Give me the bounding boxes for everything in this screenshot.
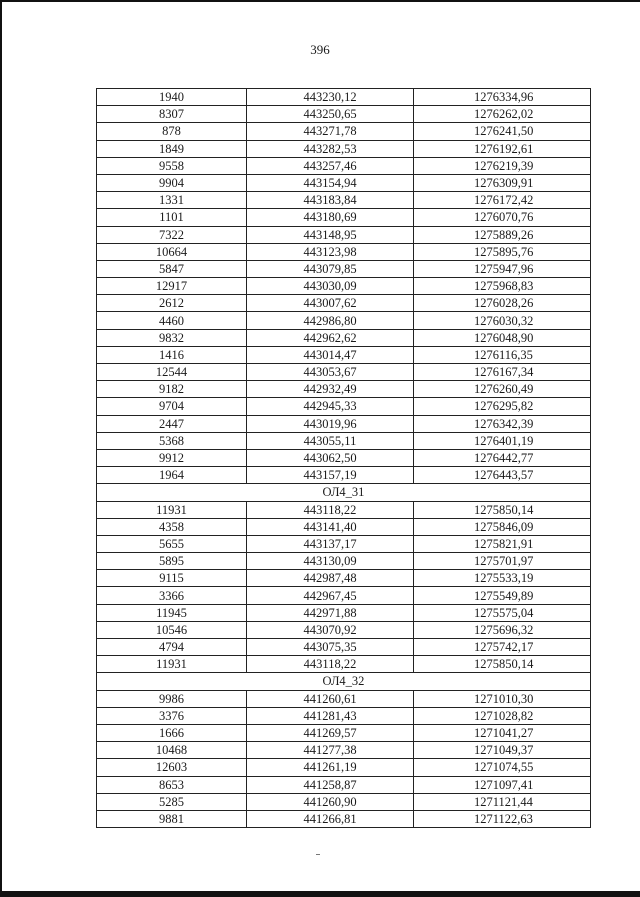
- x-coordinate-cell: 443271,78: [247, 123, 414, 140]
- x-coordinate-cell: 443062,50: [247, 449, 414, 466]
- table-row: [97, 467, 591, 484]
- point-number-cell: 9558: [97, 157, 247, 174]
- y-coordinate-cell: 1276401,19: [414, 432, 591, 449]
- y-coordinate-cell: 1271041,27: [414, 724, 591, 741]
- x-coordinate-cell: 443180,69: [247, 209, 414, 226]
- y-coordinate-cell: 1271049,37: [414, 742, 591, 759]
- point-number-cell: 1849: [97, 140, 247, 157]
- point-number-cell: 1416: [97, 346, 247, 363]
- x-coordinate-cell: 443118,22: [247, 656, 414, 673]
- point-number-cell: 878: [97, 123, 247, 140]
- x-coordinate-cell: 443137,17: [247, 535, 414, 552]
- table-row: [97, 381, 591, 398]
- point-number-cell: 1940: [97, 89, 247, 106]
- point-number-cell: 3366: [97, 587, 247, 604]
- point-number-cell: 11945: [97, 604, 247, 621]
- table-row: [97, 776, 591, 793]
- x-coordinate-cell: 443007,62: [247, 295, 414, 312]
- table-row: [97, 639, 591, 656]
- point-number-cell: 11931: [97, 656, 247, 673]
- x-coordinate-cell: 441269,57: [247, 724, 414, 741]
- x-coordinate-cell: 443070,92: [247, 621, 414, 638]
- y-coordinate-cell: 1275821,91: [414, 535, 591, 552]
- table-row: [97, 656, 591, 673]
- y-coordinate-cell: 1276172,42: [414, 192, 591, 209]
- y-coordinate-cell: 1271097,41: [414, 776, 591, 793]
- x-coordinate-cell: 443183,84: [247, 192, 414, 209]
- table-row: [97, 260, 591, 277]
- y-coordinate-cell: 1275889,26: [414, 226, 591, 243]
- y-coordinate-cell: 1276342,39: [414, 415, 591, 432]
- table-row: [97, 226, 591, 243]
- y-coordinate-cell: 1276442,77: [414, 449, 591, 466]
- table-row: [97, 707, 591, 724]
- y-coordinate-cell: 1275850,14: [414, 656, 591, 673]
- x-coordinate-cell: 443079,85: [247, 260, 414, 277]
- section-label: ОЛ4_31: [97, 484, 591, 501]
- coordinates-table: [96, 88, 591, 828]
- point-number-cell: 5895: [97, 553, 247, 570]
- point-number-cell: 1964: [97, 467, 247, 484]
- y-coordinate-cell: 1276192,61: [414, 140, 591, 157]
- table-row: [97, 192, 591, 209]
- y-coordinate-cell: 1271122,63: [414, 810, 591, 827]
- table-row: [97, 621, 591, 638]
- table-row: [97, 278, 591, 295]
- x-coordinate-cell: 443030,09: [247, 278, 414, 295]
- table-row: [97, 312, 591, 329]
- point-number-cell: 10468: [97, 742, 247, 759]
- section-label: ОЛ4_32: [97, 673, 591, 690]
- x-coordinate-cell: 442987,48: [247, 570, 414, 587]
- x-coordinate-cell: 442967,45: [247, 587, 414, 604]
- table-row: [97, 793, 591, 810]
- x-coordinate-cell: 441260,90: [247, 793, 414, 810]
- point-number-cell: 7322: [97, 226, 247, 243]
- point-number-cell: 9881: [97, 810, 247, 827]
- x-coordinate-cell: 443055,11: [247, 432, 414, 449]
- scan-border-bottom: [0, 891, 640, 897]
- y-coordinate-cell: 1275533,19: [414, 570, 591, 587]
- x-coordinate-cell: 441261,19: [247, 759, 414, 776]
- point-number-cell: 11931: [97, 501, 247, 518]
- table-row: [97, 89, 591, 106]
- table-row: [97, 174, 591, 191]
- table-row: [97, 157, 591, 174]
- y-coordinate-cell: 1276309,91: [414, 174, 591, 191]
- scan-border-left: [0, 0, 2, 897]
- table-row: [97, 535, 591, 552]
- y-coordinate-cell: 1276260,49: [414, 381, 591, 398]
- point-number-cell: 9704: [97, 398, 247, 415]
- point-number-cell: 3376: [97, 707, 247, 724]
- y-coordinate-cell: 1276219,39: [414, 157, 591, 174]
- x-coordinate-cell: 443075,35: [247, 639, 414, 656]
- y-coordinate-cell: 1275947,96: [414, 260, 591, 277]
- point-number-cell: 12917: [97, 278, 247, 295]
- y-coordinate-cell: 1276167,34: [414, 364, 591, 381]
- table-row: [97, 209, 591, 226]
- scan-speck: [316, 854, 320, 855]
- x-coordinate-cell: 441266,81: [247, 810, 414, 827]
- point-number-cell: 2447: [97, 415, 247, 432]
- y-coordinate-cell: 1275968,83: [414, 278, 591, 295]
- point-number-cell: 9115: [97, 570, 247, 587]
- x-coordinate-cell: 442945,33: [247, 398, 414, 415]
- point-number-cell: 5285: [97, 793, 247, 810]
- y-coordinate-cell: 1271074,55: [414, 759, 591, 776]
- point-number-cell: 9986: [97, 690, 247, 707]
- table-row: [97, 123, 591, 140]
- point-number-cell: 5655: [97, 535, 247, 552]
- table-row: [97, 604, 591, 621]
- point-number-cell: 1101: [97, 209, 247, 226]
- y-coordinate-cell: 1275895,76: [414, 243, 591, 260]
- point-number-cell: 9832: [97, 329, 247, 346]
- point-number-cell: 9904: [97, 174, 247, 191]
- x-coordinate-cell: 442932,49: [247, 381, 414, 398]
- x-coordinate-cell: 443118,22: [247, 501, 414, 518]
- x-coordinate-cell: 443053,67: [247, 364, 414, 381]
- point-number-cell: 10664: [97, 243, 247, 260]
- x-coordinate-cell: 443019,96: [247, 415, 414, 432]
- point-number-cell: 12544: [97, 364, 247, 381]
- table-row: [97, 553, 591, 570]
- x-coordinate-cell: 443123,98: [247, 243, 414, 260]
- y-coordinate-cell: 1276070,76: [414, 209, 591, 226]
- y-coordinate-cell: 1275549,89: [414, 587, 591, 604]
- x-coordinate-cell: 443130,09: [247, 553, 414, 570]
- page-number: 396: [310, 42, 330, 57]
- x-coordinate-cell: 443014,47: [247, 346, 414, 363]
- x-coordinate-cell: 443257,46: [247, 157, 414, 174]
- scan-border-top: [0, 0, 640, 2]
- y-coordinate-cell: 1276116,35: [414, 346, 591, 363]
- point-number-cell: 9912: [97, 449, 247, 466]
- y-coordinate-cell: 1275846,09: [414, 518, 591, 535]
- table-row: [97, 364, 591, 381]
- y-coordinate-cell: 1276030,32: [414, 312, 591, 329]
- table-row: [97, 432, 591, 449]
- x-coordinate-cell: 443141,40: [247, 518, 414, 535]
- point-number-cell: 5847: [97, 260, 247, 277]
- table-row: [97, 449, 591, 466]
- point-number-cell: 8307: [97, 106, 247, 123]
- point-number-cell: 4358: [97, 518, 247, 535]
- table-row: [97, 810, 591, 827]
- table-row: [97, 106, 591, 123]
- point-number-cell: 9182: [97, 381, 247, 398]
- table-row: [97, 295, 591, 312]
- table-row: [97, 346, 591, 363]
- point-number-cell: 1331: [97, 192, 247, 209]
- x-coordinate-cell: 442986,80: [247, 312, 414, 329]
- y-coordinate-cell: 1276295,82: [414, 398, 591, 415]
- point-number-cell: 5368: [97, 432, 247, 449]
- x-coordinate-cell: 443282,53: [247, 140, 414, 157]
- point-number-cell: 4460: [97, 312, 247, 329]
- y-coordinate-cell: 1271121,44: [414, 793, 591, 810]
- x-coordinate-cell: 443230,12: [247, 89, 414, 106]
- y-coordinate-cell: 1276028,26: [414, 295, 591, 312]
- x-coordinate-cell: 441260,61: [247, 690, 414, 707]
- section-header-row: [97, 673, 591, 690]
- table-row: [97, 518, 591, 535]
- table-row: [97, 742, 591, 759]
- x-coordinate-cell: 441281,43: [247, 707, 414, 724]
- point-number-cell: 4794: [97, 639, 247, 656]
- y-coordinate-cell: 1276241,50: [414, 123, 591, 140]
- x-coordinate-cell: 443157,19: [247, 467, 414, 484]
- y-coordinate-cell: 1271028,82: [414, 707, 591, 724]
- point-number-cell: 10546: [97, 621, 247, 638]
- table-row: [97, 501, 591, 518]
- y-coordinate-cell: 1276048,90: [414, 329, 591, 346]
- table-row: [97, 587, 591, 604]
- table-row: [97, 243, 591, 260]
- y-coordinate-cell: 1276262,02: [414, 106, 591, 123]
- table-row: [97, 724, 591, 741]
- x-coordinate-cell: 442962,62: [247, 329, 414, 346]
- y-coordinate-cell: 1275850,14: [414, 501, 591, 518]
- point-number-cell: 2612: [97, 295, 247, 312]
- y-coordinate-cell: 1275701,97: [414, 553, 591, 570]
- y-coordinate-cell: 1275575,04: [414, 604, 591, 621]
- x-coordinate-cell: 443250,65: [247, 106, 414, 123]
- x-coordinate-cell: 441277,38: [247, 742, 414, 759]
- coordinates-table-body: [97, 89, 591, 828]
- table-row: [97, 690, 591, 707]
- y-coordinate-cell: 1275742,17: [414, 639, 591, 656]
- y-coordinate-cell: 1276334,96: [414, 89, 591, 106]
- point-number-cell: 12603: [97, 759, 247, 776]
- y-coordinate-cell: 1275696,32: [414, 621, 591, 638]
- section-header-row: [97, 484, 591, 501]
- table-row: [97, 398, 591, 415]
- x-coordinate-cell: 441258,87: [247, 776, 414, 793]
- point-number-cell: 1666: [97, 724, 247, 741]
- table-row: [97, 329, 591, 346]
- table-row: [97, 759, 591, 776]
- table-row: [97, 415, 591, 432]
- table-row: [97, 570, 591, 587]
- x-coordinate-cell: 442971,88: [247, 604, 414, 621]
- table-row: [97, 140, 591, 157]
- y-coordinate-cell: 1276443,57: [414, 467, 591, 484]
- y-coordinate-cell: 1271010,30: [414, 690, 591, 707]
- x-coordinate-cell: 443148,95: [247, 226, 414, 243]
- x-coordinate-cell: 443154,94: [247, 174, 414, 191]
- point-number-cell: 8653: [97, 776, 247, 793]
